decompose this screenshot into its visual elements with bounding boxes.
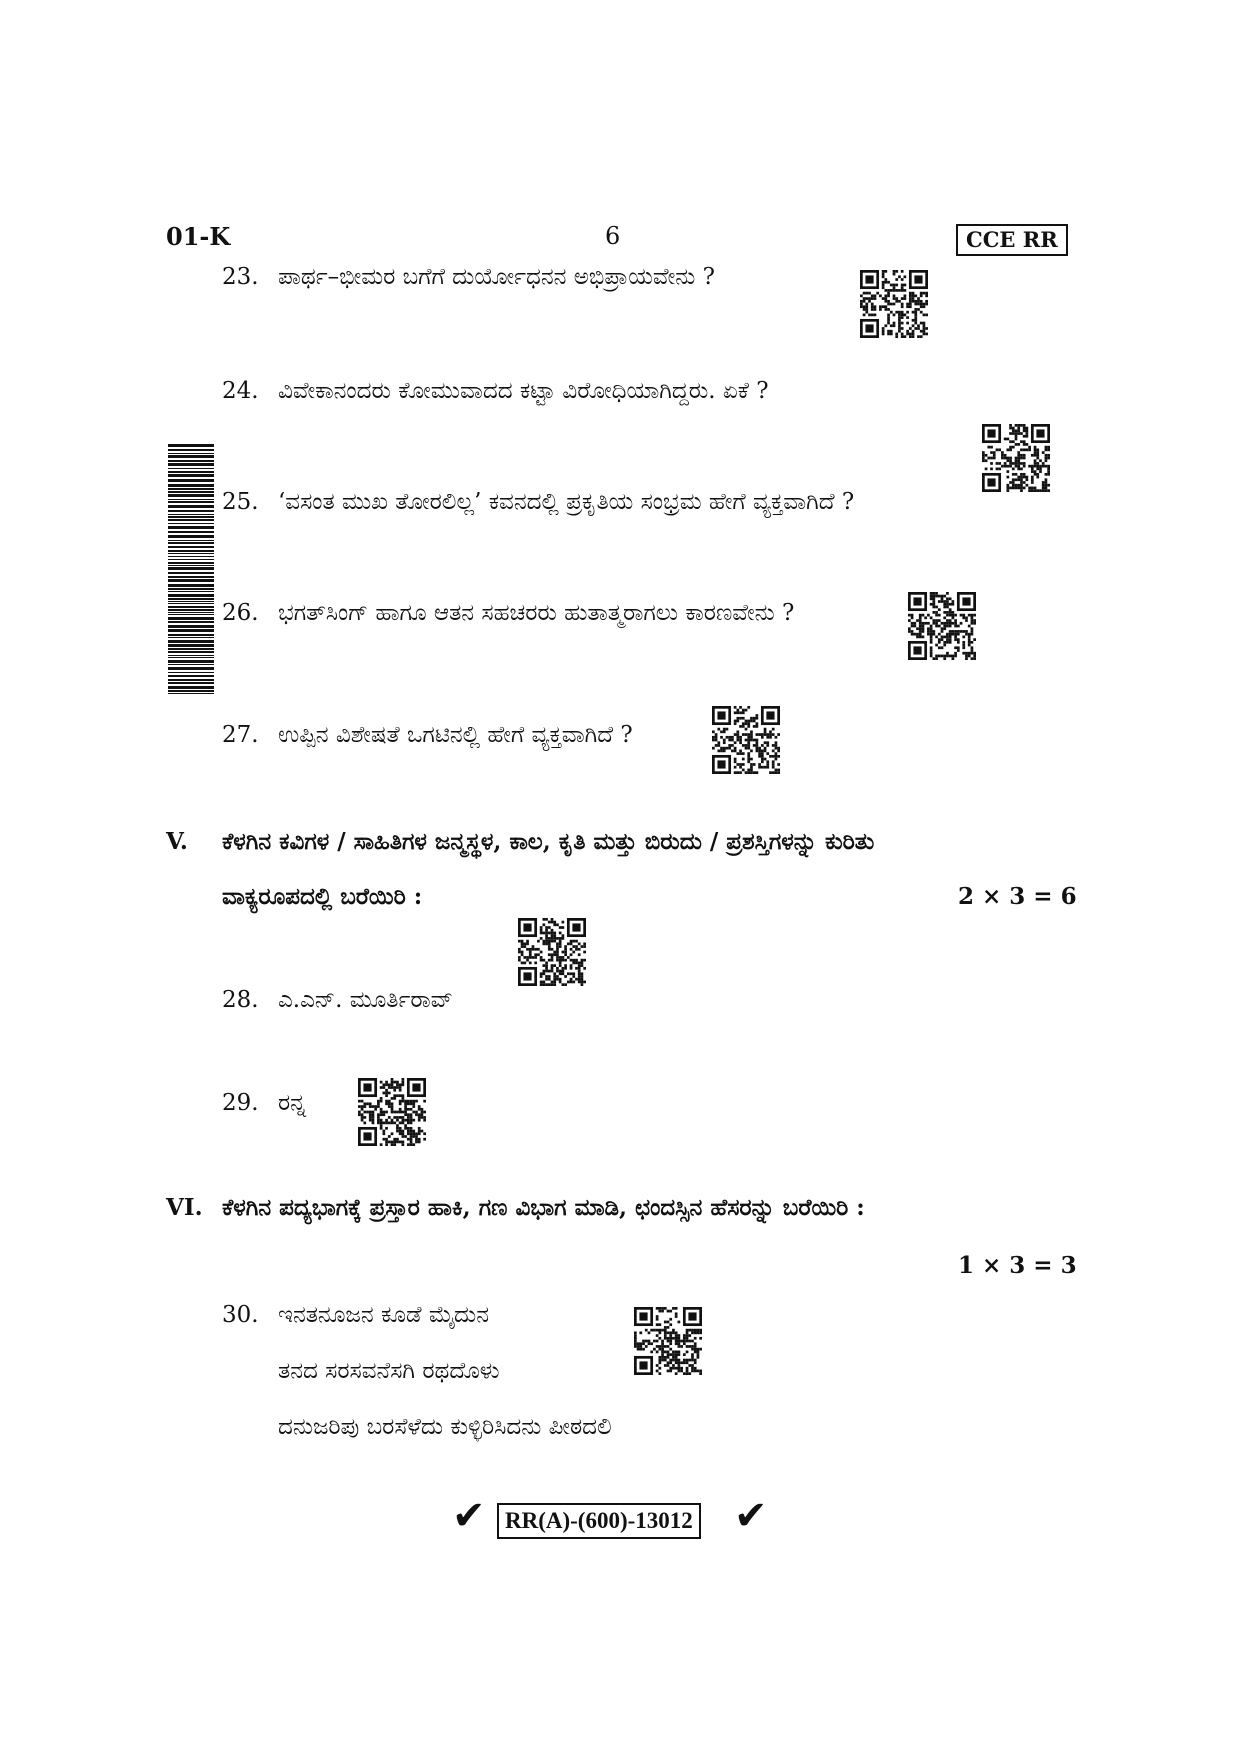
question-24: 24. ವಿವೇಕಾನಂದರು ಕೋಮುವಾದದ ಕಟ್ಟಾ ವಿರೋಧಿಯಾಗಿದ್ದರು. ಏಕೆ ? [222, 378, 769, 404]
qr-code-icon [982, 424, 1050, 492]
check-mark-icon: ✔ [452, 1493, 486, 1539]
section-v-instruction-line2: ವಾಕ್ಯರೂಪದಲ್ಲಿ ಬರೆಯಿರಿ : [222, 883, 423, 910]
section-vi-roman: VI. [166, 1194, 203, 1221]
qr-code-icon [358, 1078, 426, 1146]
check-mark-icon: ✔ [734, 1493, 768, 1539]
question-29: 29. ರನ್ನ [222, 1090, 307, 1116]
question-27: 27. ಉಪ್ಪಿನ ವಿಶೇಷತೆ ಒಗಟಿನಲ್ಲಿ ಹೇಗೆ ವ್ಯಕ್ತವಾಗಿದೆ ? [222, 722, 633, 748]
question-30-number: 30. [222, 1302, 259, 1328]
section-v-roman: V. [166, 828, 188, 855]
qr-code-icon [518, 918, 586, 986]
section-vi-instruction: ಕೆಳಗಿನ ಪದ್ಯಭಾಗಕ್ಕೆ ಪ್ರಸ್ತಾರ ಹಾಕಿ, ಗಣ ವಿಭಾಗ ಮಾಡಿ, ಛಂದಸ್ಸಿನ ಹೆಸರನ್ನು ಬರೆಯಿರಿ : [222, 1194, 865, 1221]
question-26: 26. ಭಗತ್‌ಸಿಂಗ್ ಹಾಗೂ ಆತನ ಸಹಚರರು ಹುತಾತ್ಮರಾಗಲು ಕಾರಣವೇನು ? [222, 600, 795, 626]
page-number: 6 [605, 222, 621, 250]
qr-code-icon [712, 706, 780, 774]
series-badge: CCE RR [956, 224, 1068, 256]
question-28: 28. ಎ.ಎನ್. ಮೂರ್ತಿರಾವ್ [222, 987, 453, 1013]
poem-line: ತನದ ಸರಸವನೆಸಗಿ ರಥದೊಳು [278, 1358, 500, 1384]
poem-line: ಇನತನೂಜನ ಕೂಡೆ ಮೈದುನ [278, 1302, 489, 1328]
section-vi-marks: 1 × 3 = 3 [958, 1252, 1077, 1279]
qr-code-icon [908, 592, 976, 660]
poem-line: ದನುಜರಿಪು ಬರಸೆಳೆದು ಕುಳ್ಳಿರಿಸಿದನು ಪೀಠದಲಿ [278, 1414, 612, 1440]
section-v-instruction-line1: ಕೆಳಗಿನ ಕವಿಗಳ / ಸಾಹಿತಿಗಳ ಜನ್ಮಸ್ಥಳ, ಕಾಲ, ಕೃತಿ ಮತ್ತು ಬಿರುದು / ಪ್ರಶಸ್ತಿಗಳನ್ನು ಕುರಿತು [222, 828, 875, 855]
section-v-marks: 2 × 3 = 6 [958, 883, 1077, 910]
qr-code-icon [860, 270, 928, 338]
footer-code: RR(A)-(600)-13012 [497, 1503, 701, 1539]
question-25: 25. ‘ವಸಂತ ಮುಖ ತೋರಲಿಲ್ಲ’ ಕವನದಲ್ಲಿ ಪ್ರಕೃತಿಯ ಸಂಭ್ರಮ ಹೇಗೆ ವ್ಯಕ್ತವಾಗಿದೆ ? [222, 489, 855, 515]
paper-code: 01-K [166, 222, 231, 251]
qr-code-icon [634, 1307, 702, 1375]
question-23: 23. ಪಾರ್ಥ–ಭೀಮರ ಬಗೆಗೆ ದುರ್ಯೋಧನನ ಅಭಿಪ್ರಾಯವೇನು ? [222, 264, 715, 290]
barcode-icon [168, 444, 214, 694]
